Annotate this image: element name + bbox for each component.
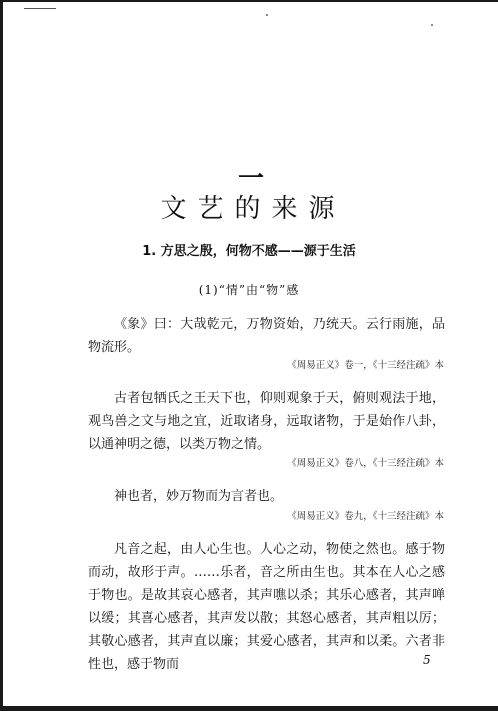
passage-text: 《象》曰：大哉乾元，万物资始，乃统天。云行雨施，品物流形。 [88,317,445,355]
chapter-number: 一 [238,164,265,194]
subsection-title: (1)“情”由“物”感 [198,283,300,297]
scan-edge-bottom [0,706,498,711]
scan-speck [431,24,433,26]
passage-source: 《周易正义》卷八，《十三经注疏》本 [287,458,444,469]
scan-mark [24,8,56,9]
passage-text: 古者包牺氏之王天下也，仰则观象于天，俯则观法于地，观鸟兽之文与地之宜，近取诸身，远取诸物，于是始作八卦，以通神明之德，以类万物之情。 [88,391,445,452]
scan-edge-top [0,0,498,2]
page-number: 5 [423,653,431,667]
passage-text: 神也者，妙万物而为言者也。 [114,489,284,504]
scan-edge-left [0,0,3,711]
passage-source: 《周易正义》卷九，《十三经注疏》本 [287,511,444,522]
section-title: 1. 方思之殷，何物不感——源于生活 [142,244,356,259]
chapter-title: 文艺的来源 [160,194,346,224]
passage-text: 凡音之起，由人心生也。人心之动，物使之然也。感于物而动，故形于声。……乐者，音之所由生也。其本在人心之感于物也。是故其哀心感者，其声噍以杀；其乐心感者，其声啴以缓；其喜心感者，其声发以散；其怒心感者，其声粗以厉；其敬心感者，其声直以廉；其爱心感者，其声和以柔。六者非性也，感于物而 [88,542,445,672]
scan-speck [266,14,268,16]
passage-source: 《周易正义》卷一，《十三经注疏》本 [287,360,444,371]
